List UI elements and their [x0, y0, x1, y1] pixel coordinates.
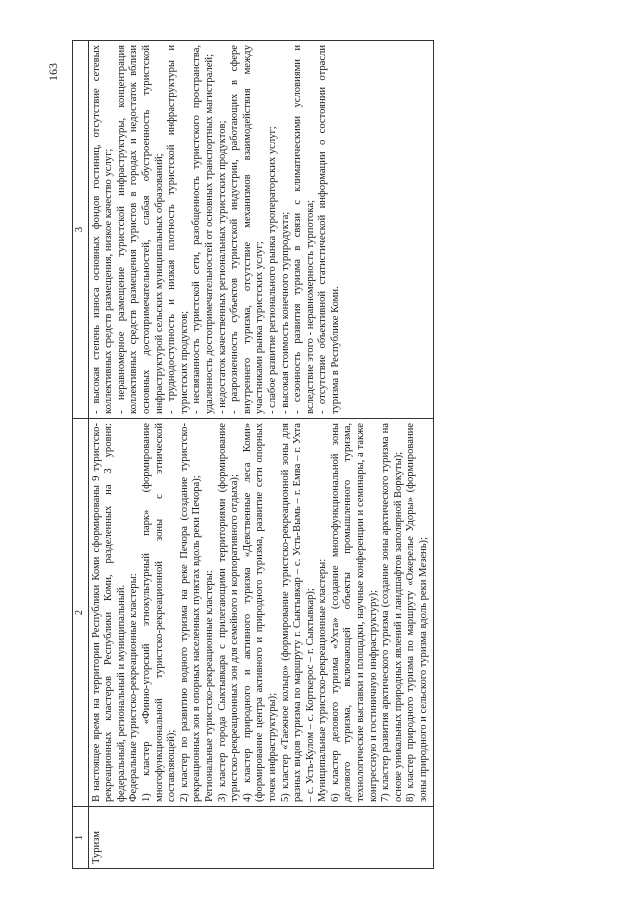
- table-row: [88, 41, 433, 869]
- problem-item: - сезонность развития туризма в связи с климатическими условиями и вследствие этого - неравномерность турпотока;: [292, 45, 316, 414]
- problem-item: - разрозненность субъектов туристской индустрии, работающих в сфере внутреннего туризма, отсутствие механизмов взаимодействия между участниками рынка туристских услуг;: [229, 45, 266, 414]
- problem-item: - высокая стоимость конечного турпродукта;: [279, 211, 291, 414]
- page-number: 163: [46, 63, 60, 81]
- cluster-item: 1) кластер «Финно-угорский этнокультурный парк» (формирование многофункциональной туристско-рекреационной зоны с этнической составляющей);: [140, 423, 178, 802]
- cluster-item: 8) кластер природного туризма по маршруту «Ожерелье Удоры» (формирование зоны природного и сельского туризма вдоль реки Мезень);: [405, 423, 430, 802]
- cluster-item: 2) кластер по развитию водного туризма на реке Печора (создание туристско-рекреационных зон в опорных населенных пунктах вдоль реки Печора);: [178, 423, 203, 802]
- cluster-item: 3) кластер города Сыктывкара с прилегающими территориями (формирование туристско-рекреационных зон для семейного и корпоративного отдыха);: [216, 423, 241, 802]
- problem-item: - слабое развитие регионального рынка туроператорских услуг;: [266, 126, 278, 414]
- clusters-cell: [88, 419, 433, 807]
- problem-item: - отсутствие объективной статистической информации о состоянии отрасли туризма в Республике Коми.: [317, 45, 341, 414]
- table-header-row: [73, 41, 89, 869]
- column-header-3: 3: [73, 41, 89, 419]
- problem-item: - труднодоступность и низкая плотность туристской инфраструктуры и туристских продуктов;: [166, 45, 190, 414]
- cluster-item: 6) кластер делового туризма «Ухта» (создание многофункциональной зоны делового туризма, включающей объекты промышленного туризма, технологические выставки и площадки, научные конференции и семинары, а также конгрессную и гостиничную инфраструктуру);: [329, 423, 379, 802]
- sector-cell: Туризм: [88, 807, 433, 869]
- cluster-item: 5) кластер «Таежное кольцо» (формирование туристско-рекреационной зоны для разных видов туризма по маршруту г. Сыктывкар – с. Усть-Вымь – г. Емва – г. Ухта – с. Усть-Кулом – с. Корткерос – г. Сыктывкар);: [279, 423, 316, 802]
- problem-item: - несвязанность туристской сети, разобщенность туристского пространства, удаленность достопримечательностей от основных транспортных магистралей;: [191, 45, 215, 414]
- cluster-item: 4) кластер природного и активного туризма «Девственные леса Коми» (формирование центра активного и природного туризма, развитие сети опорных точек инфраструктуры);: [241, 423, 278, 802]
- problem-item: - недостаток качественных региональных туристских продуктов;: [216, 120, 228, 414]
- column-header-1: 1: [73, 807, 89, 869]
- problem-item: - неравномерное размещение туристской инфраструктуры, концентрация коллективных средств размещения туристов в городах и недостаток вблизи основных достопримечательностей, слабая обустроенность туристской инфраструктурой сельских муниципальных образований;: [115, 45, 165, 414]
- cluster-heading-municipal: Муниципальные туристско-рекреационные кластеры:: [317, 558, 329, 802]
- column-header-2: 2: [73, 419, 89, 807]
- cluster-heading-regional: Региональные туристско-рекреационные кластеры:: [203, 570, 215, 802]
- cluster-intro: В настоящее время на территории Республики Коми сформированы 9 туристско-рекреационных кластеров Республики Коми, разделенных на 3 уровня: федеральный, региональный и муниципальный.: [90, 423, 127, 802]
- document-table: [72, 40, 434, 869]
- cluster-heading-federal: Федеральные туристско-рекреационные кластеры:: [128, 573, 140, 802]
- rotated-page: [40, 25, 600, 885]
- problem-item: - высокая степень износа основных фондов гостиниц, отсутствие сетевых коллективных средств размещения, низкое качество услуг;: [90, 45, 115, 414]
- problems-cell: [88, 41, 433, 419]
- cluster-item: 7) кластер развития арктического туризма (создание зоны арктического туризма на основе уникальных природных явлений и ландшафтов заполярной Воркуты);: [380, 423, 404, 802]
